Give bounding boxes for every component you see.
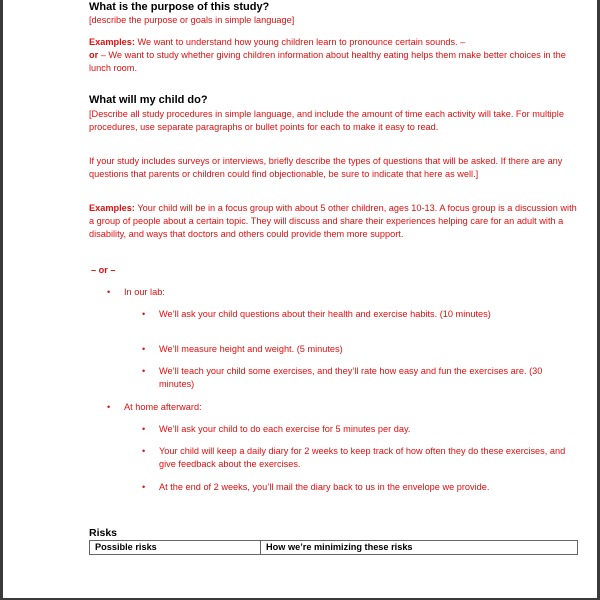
purpose-example-2: – We want to study whether giving children information about healthy eating helps them make better choices in the lunch room. [89,50,566,73]
window-border-left [0,0,3,600]
list-item [89,365,579,391]
list-item [89,481,579,494]
column-header-minimizing: How we’re minimizing these risks [261,541,578,555]
bullet-icon: • [142,309,146,319]
list-item [89,445,579,471]
list-item-home [89,401,579,414]
purpose-examples [89,36,579,75]
list-item [89,423,579,436]
home-label: At home afterward: [124,402,202,412]
lab-item-3: We’ll teach your child some exercises, and they’ll rate how easy and fun the exercises are. (30 minutes) [159,366,543,389]
examples-label: Examples: [89,37,135,47]
purpose-example-1: We want to understand how young children learn to pronounce certain sounds. – [134,37,466,47]
column-header-risks: Possible risks [90,541,261,555]
child-instruction-2: If your study includes surveys or interviews, briefly describe the types of questions that will be asked. If there are any questions that parents or children could find objectionable, be sure to indicate that here as well.] [89,156,563,179]
list-item-lab [89,286,579,299]
lab-item-2: We’ll measure height and weight. (5 minutes) [159,344,343,354]
home-item-2: Your child will keep a daily diary for 2 weeks to keep track of how often they do these exercises, and give feedback about the exercises. [159,446,566,469]
list-item [89,343,579,356]
bullet-icon: • [142,366,146,376]
home-item-1: We’ll ask your child to do each exercise for 5 minutes per day. [159,424,411,434]
bullet-icon: • [142,446,146,456]
purpose-heading: What is the purpose of this study? [89,1,270,13]
child-example-text: Your child will be in a focus group with about 5 other children, ages 10-13. A focus group is a discussion with a group of people about a certain topic. They will discuss and share their experiences helping care for an adult with a disability, and ways that doctors and others could provide them more support. [89,203,577,239]
home-item-3: At the end of 2 weeks, you’ll mail the diary back to us in the envelope we provide. [159,482,490,492]
risks-heading: Risks [89,527,118,539]
risks-table [89,540,578,555]
or-separator: – or – [91,265,116,275]
child-examples [89,202,579,241]
table-header-row [90,541,578,555]
bullet-icon: • [142,424,146,434]
lab-label: In our lab: [124,287,165,297]
or-label: or [89,50,99,60]
child-instruction-1: [Describe all study procedures in simple language, and include the amount of time each activity will take. For multiple procedures, use separate paragraphs or bullet points for each to make it easy to read. [89,109,564,132]
examples-label: Examples: [89,203,135,213]
bullet-icon: • [107,402,111,412]
bullet-icon: • [142,482,146,492]
purpose-instruction: [describe the purpose or goals in simple language] [89,15,295,25]
list-item [89,308,579,321]
bullet-icon: • [142,344,146,354]
child-heading: What will my child do? [89,94,208,106]
lab-item-1: We’ll ask your child questions about their health and exercise habits. (10 minutes) [159,309,491,319]
bullet-icon: • [107,287,111,297]
